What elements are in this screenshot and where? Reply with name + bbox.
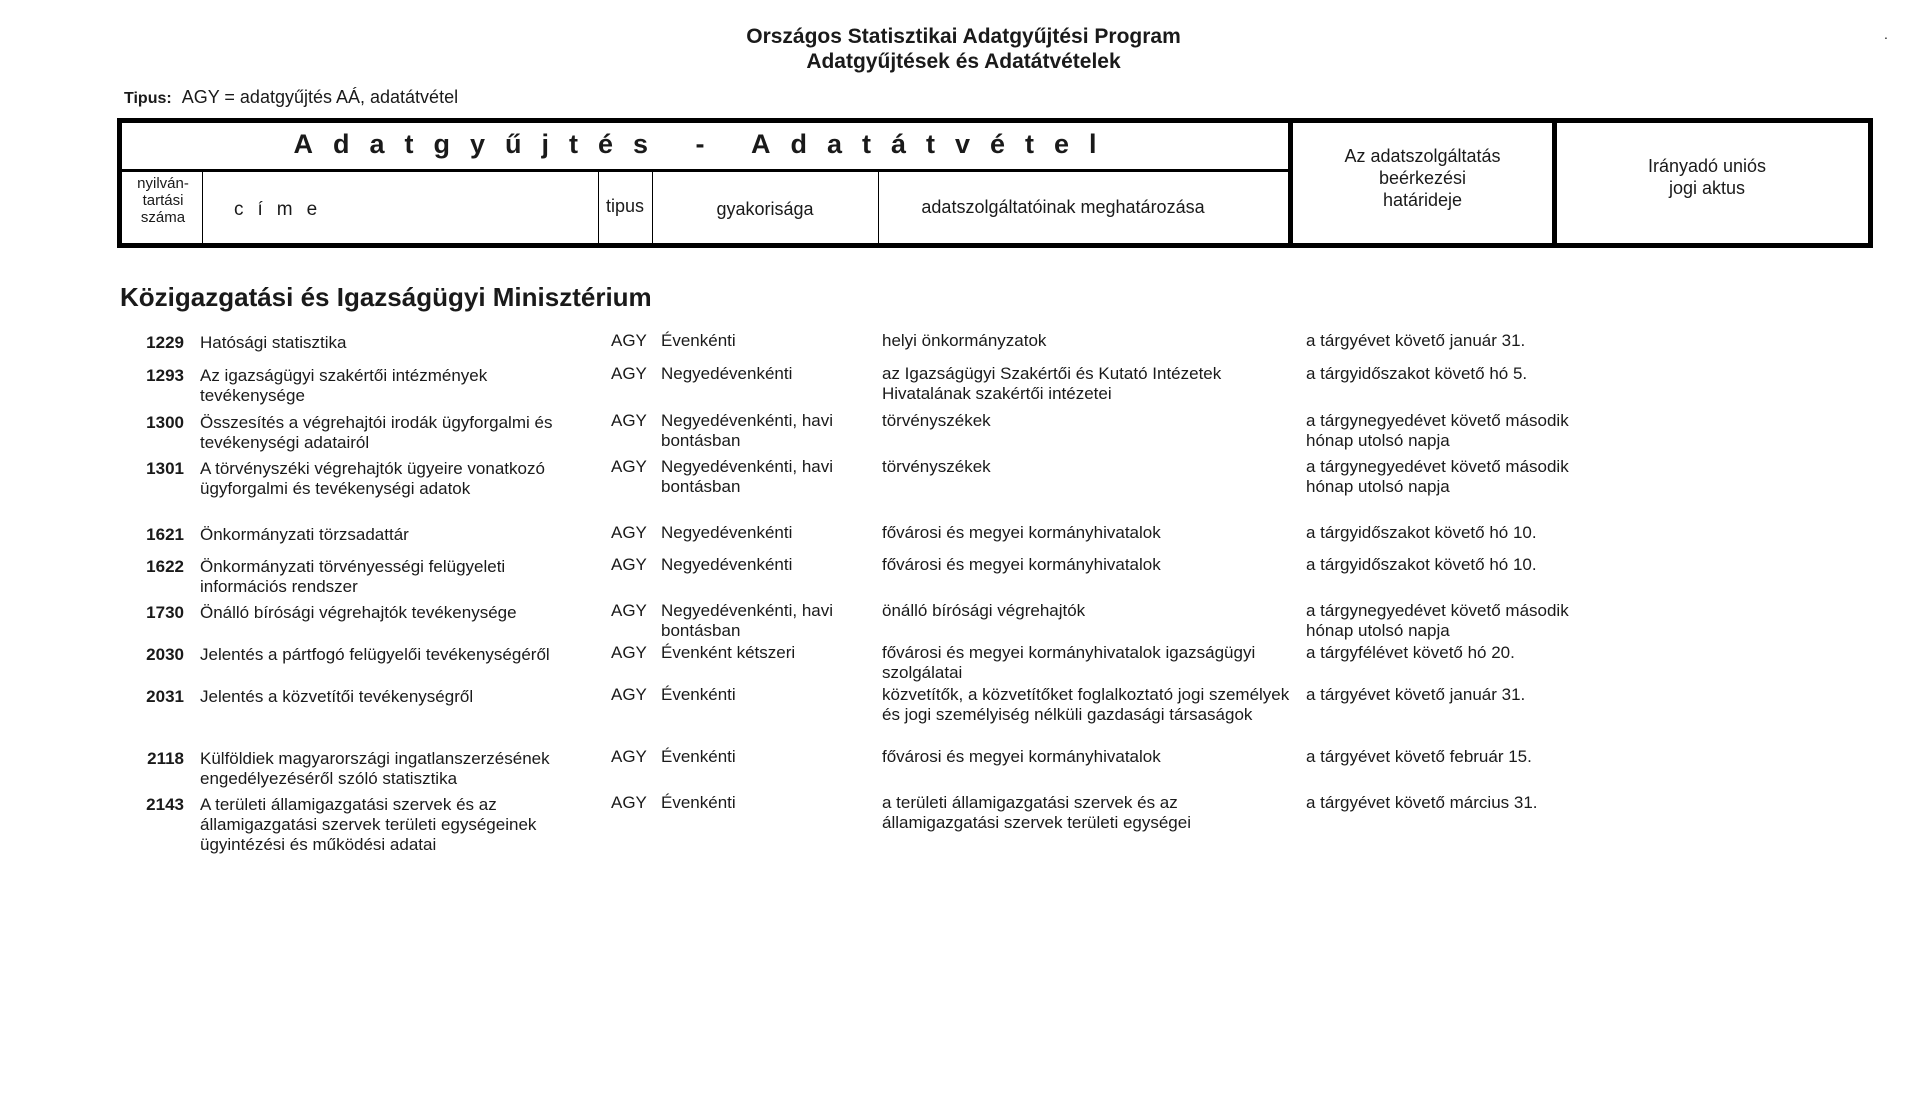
row-deadline: a tárgynegyedévet követő második hónap utolsó napja bbox=[1306, 601, 1569, 640]
row-title: Jelentés a pártfogó felügyelői tevékenységéről bbox=[200, 645, 550, 664]
row-type: AGY bbox=[611, 793, 647, 812]
row-number: 1229 bbox=[146, 333, 184, 352]
document-title-line-1: Országos Statisztikai Adatgyűjtési Program bbox=[746, 25, 1181, 48]
row-frequency: Negyedévenkénti bbox=[661, 555, 793, 574]
row-frequency: Évenkénti bbox=[661, 747, 736, 766]
row-number: 2118 bbox=[147, 749, 184, 768]
row-title: Önkormányzati törzsadattár bbox=[200, 525, 409, 544]
row-frequency: Negyedévenkénti, havi bontásban bbox=[661, 457, 834, 496]
row-number: 1301 bbox=[146, 459, 184, 478]
header-col-number-line: száma bbox=[140, 209, 186, 226]
row-title: Összesítés a végrehajtói irodák ügyforgalmi és tevékenységi adatairól bbox=[200, 413, 553, 452]
type-legend-value: AGY = adatgyűjtés AÁ, adatátvétel bbox=[181, 87, 459, 107]
header-divider bbox=[122, 169, 1288, 172]
row-type: AGY bbox=[611, 331, 647, 350]
row-providers: törvényszékek bbox=[882, 457, 991, 476]
row-providers: fővárosi és megyei kormányhivatalok igazságügyi szolgálatai bbox=[882, 643, 1256, 682]
row-type: AGY bbox=[611, 364, 647, 383]
row-number: 2030 bbox=[146, 645, 184, 664]
row-deadline: a tárgyidőszakot követő hó 10. bbox=[1306, 555, 1537, 574]
row-frequency: Negyedévenkénti bbox=[661, 364, 793, 383]
row-deadline: a tárgynegyedévet követő második hónap utolsó napja bbox=[1306, 457, 1569, 496]
corner-mark: . bbox=[1884, 26, 1888, 42]
document-title-line-2: Adatgyűjtések és Adatátvételek bbox=[806, 50, 1121, 73]
header-col-type: tipus bbox=[605, 196, 645, 216]
header-col-deadline-line: határideje bbox=[1382, 190, 1463, 210]
header-col-number bbox=[128, 175, 198, 226]
table-header bbox=[117, 118, 1873, 248]
header-divider bbox=[202, 171, 203, 243]
header-col-title: címe bbox=[234, 199, 332, 220]
header-col-deadline-line: Az adatszolgáltatás bbox=[1344, 146, 1501, 166]
header-divider bbox=[652, 171, 653, 243]
row-type: AGY bbox=[611, 643, 647, 662]
row-frequency: Negyedévenkénti, havi bontásban bbox=[661, 411, 834, 450]
row-type: AGY bbox=[611, 555, 647, 574]
row-title: Önálló bírósági végrehajtók tevékenysége bbox=[200, 603, 517, 622]
row-providers: az Igazságügyi Szakértői és Kutató Intézetek Hivatalának szakértői intézetei bbox=[882, 364, 1222, 403]
row-title: Külföldiek magyarországi ingatlanszerzésének engedélyezéséről szóló statisztika bbox=[200, 749, 550, 788]
row-deadline: a tárgynegyedévet követő második hónap utolsó napja bbox=[1306, 411, 1569, 450]
header-col-frequency: gyakorisága bbox=[716, 199, 814, 219]
row-deadline: a tárgyfélévet követő hó 20. bbox=[1306, 643, 1515, 662]
row-title: Az igazságügyi szakértői intézmények tevékenysége bbox=[200, 366, 488, 405]
row-frequency: Évenkénti bbox=[661, 685, 736, 704]
row-number: 2143 bbox=[146, 795, 184, 814]
header-main-title: Adatgyűjtés - Adatátvétel bbox=[293, 129, 1117, 159]
row-title: Önkormányzati törvényességi felügyeleti információs rendszer bbox=[200, 557, 506, 596]
row-frequency: Évenkénti bbox=[661, 331, 736, 350]
row-deadline: a tárgyévet követő január 31. bbox=[1306, 685, 1526, 704]
section-title: Közigazgatási és Igazságügyi Minisztérium bbox=[120, 282, 652, 312]
header-col-number-line: tartási bbox=[142, 192, 184, 209]
row-providers: önálló bírósági végrehajtók bbox=[882, 601, 1086, 620]
header-col-providers: adatszolgáltatóinak meghatározása bbox=[921, 197, 1205, 217]
row-type: AGY bbox=[611, 411, 647, 430]
row-frequency: Évenkénti bbox=[661, 793, 736, 812]
row-number: 1621 bbox=[146, 525, 184, 544]
row-providers: fővárosi és megyei kormányhivatalok bbox=[882, 523, 1161, 542]
row-type: AGY bbox=[611, 523, 647, 542]
row-deadline: a tárgyévet követő január 31. bbox=[1306, 331, 1526, 350]
row-title: Hatósági statisztika bbox=[200, 333, 347, 352]
row-providers: helyi önkormányzatok bbox=[882, 331, 1047, 350]
row-type: AGY bbox=[611, 457, 647, 476]
header-col-deadline-line: beérkezési bbox=[1378, 168, 1467, 188]
row-deadline: a tárgyidőszakot követő hó 10. bbox=[1306, 523, 1537, 542]
header-col-deadline bbox=[1293, 145, 1552, 211]
type-legend bbox=[124, 87, 458, 108]
row-providers: a területi államigazgatási szervek és az államigazgatási szervek területi egységei bbox=[882, 793, 1191, 832]
row-number: 1293 bbox=[146, 366, 184, 385]
row-number: 1300 bbox=[146, 413, 184, 432]
row-providers: törvényszékek bbox=[882, 411, 991, 430]
row-number: 1622 bbox=[146, 557, 184, 576]
document-title bbox=[0, 24, 1927, 74]
row-providers: fővárosi és megyei kormányhivatalok bbox=[882, 555, 1161, 574]
row-deadline: a tárgyévet követő február 15. bbox=[1306, 747, 1532, 766]
row-frequency: Negyedévenkénti bbox=[661, 523, 793, 542]
header-col-eu-act-line: jogi aktus bbox=[1668, 178, 1746, 198]
header-divider bbox=[878, 171, 879, 243]
row-deadline: a tárgyidőszakot követő hó 5. bbox=[1306, 364, 1528, 383]
row-type: AGY bbox=[611, 747, 647, 766]
type-legend-label: Tipus: bbox=[124, 90, 172, 107]
row-number: 1730 bbox=[146, 603, 184, 622]
header-col-eu-act bbox=[1557, 155, 1857, 199]
row-frequency: Negyedévenkénti, havi bontásban bbox=[661, 601, 834, 640]
row-number: 2031 bbox=[146, 687, 184, 706]
row-frequency: Évenként kétszeri bbox=[661, 643, 796, 662]
header-col-eu-act-line: Irányadó uniós bbox=[1647, 156, 1767, 176]
row-title: A törvényszéki végrehajtók ügyeire vonatkozó ügyforgalmi és tevékenységi adatok bbox=[200, 459, 545, 498]
row-deadline: a tárgyévet követő március 31. bbox=[1306, 793, 1538, 812]
row-providers: fővárosi és megyei kormányhivatalok bbox=[882, 747, 1161, 766]
row-title: A területi államigazgatási szervek és az államigazgatási szervek területi egységeinek ügyintézési és működési adatai bbox=[200, 795, 537, 854]
header-divider bbox=[598, 171, 599, 243]
header-col-number-line: nyilván- bbox=[137, 175, 189, 192]
row-title: Jelentés a közvetítői tevékenységről bbox=[200, 687, 474, 706]
row-type: AGY bbox=[611, 601, 647, 620]
row-providers: közvetítők, a közvetítőket foglalkoztató jogi személyek és jogi személyiség nélküli gazdasági társaságok bbox=[882, 685, 1290, 724]
row-type: AGY bbox=[611, 685, 647, 704]
